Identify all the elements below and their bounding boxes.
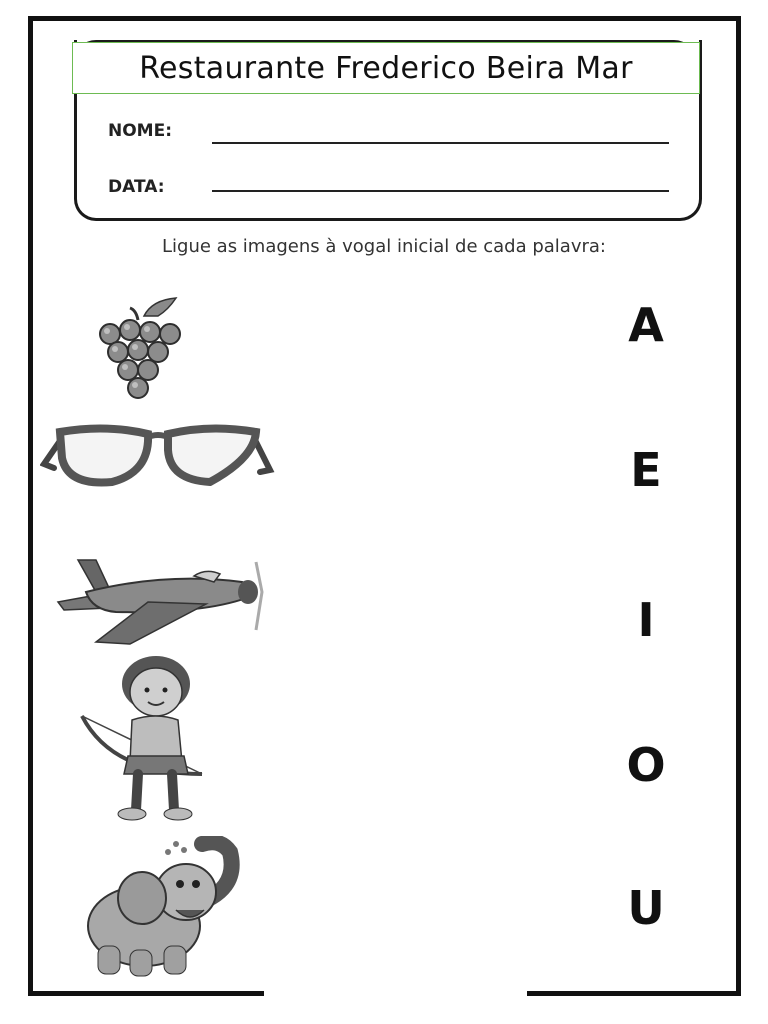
indian-boy-with-bow-icon [72,656,212,824]
page-frame-bottom-left [28,991,264,996]
elephant-icon [80,836,244,980]
page-frame-right [736,16,741,996]
instruction-text: Ligue as imagens à vogal inicial de cada palavra: [162,236,606,257]
grapes-icon [92,294,192,402]
airplane-icon [56,552,268,648]
page-frame-top [28,16,741,21]
date-label: DATA: [108,177,165,197]
page-frame-bottom-right [527,991,741,996]
vowel-o[interactable]: O [626,738,666,792]
glasses-icon [40,420,276,492]
date-line[interactable] [212,190,669,192]
page-frame-left [28,16,33,996]
vowel-i[interactable]: I [637,593,655,647]
vowel-u[interactable]: U [627,881,665,935]
name-label: NOME: [108,121,173,141]
name-line[interactable] [212,142,669,144]
vowel-a[interactable]: A [628,298,664,352]
vowel-e[interactable]: E [630,443,662,497]
page-title: Restaurante Frederico Beira Mar [72,42,700,94]
